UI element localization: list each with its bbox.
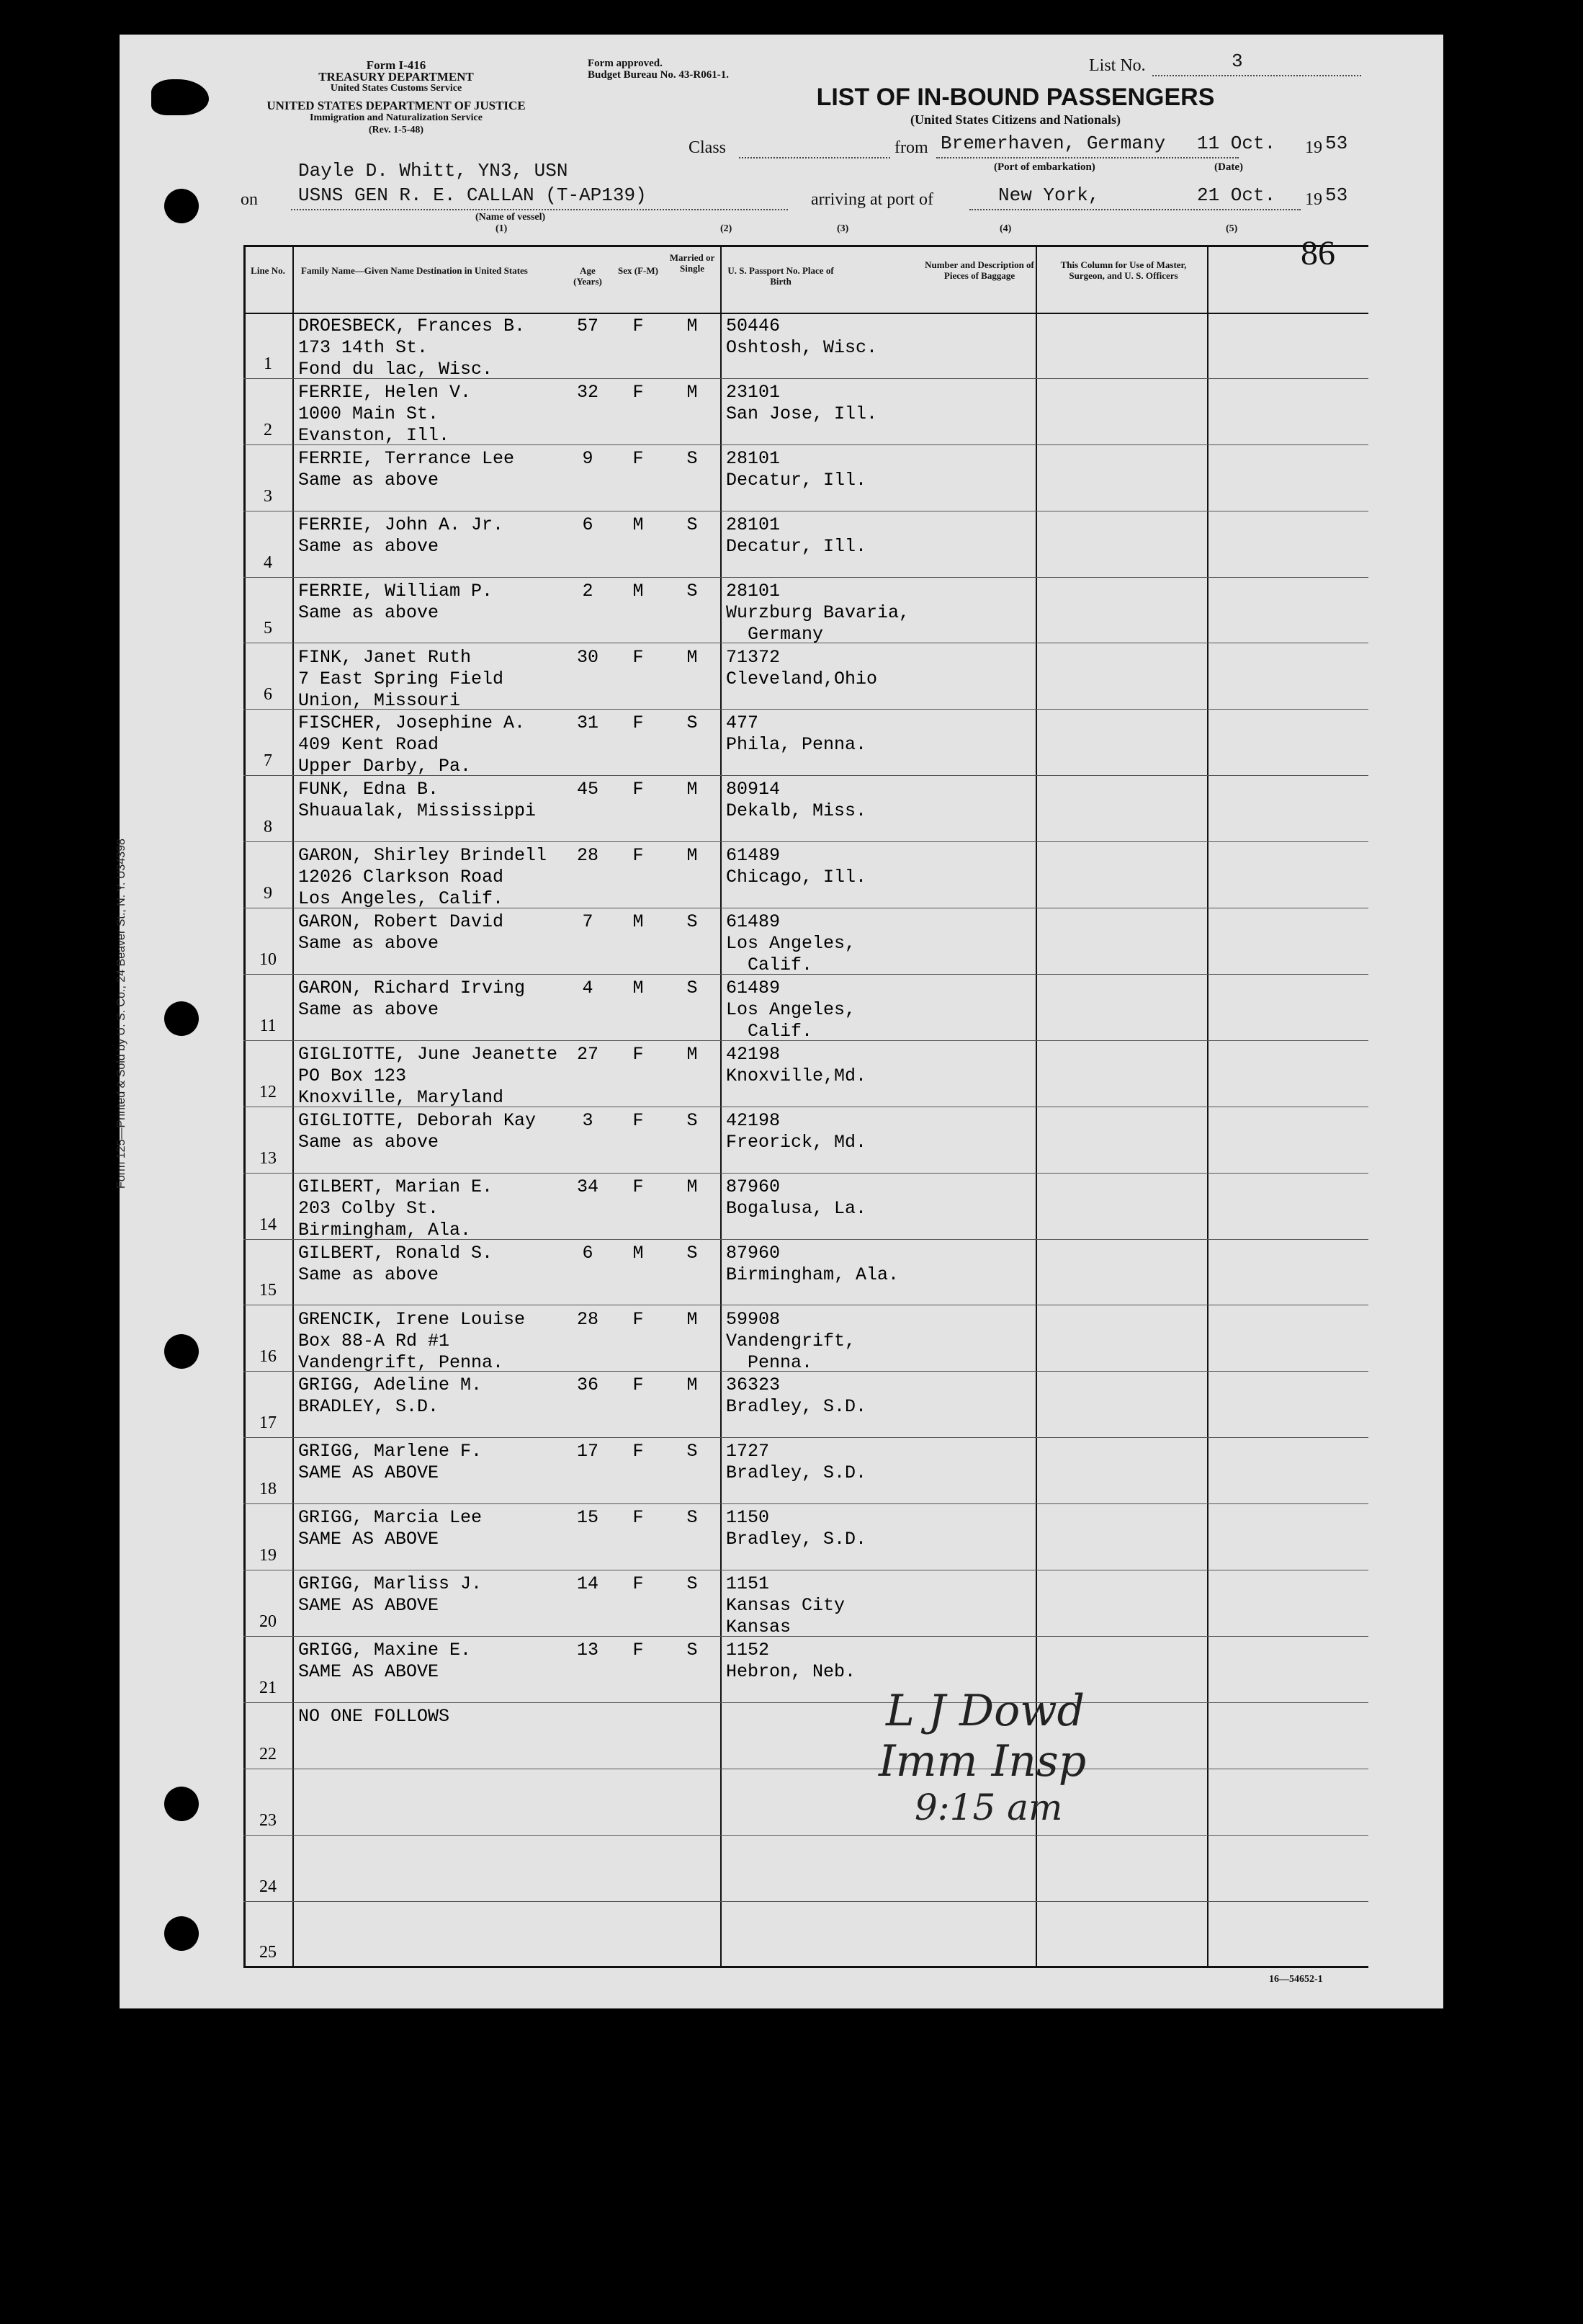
marital-status: M	[686, 1176, 698, 1197]
table-row	[243, 644, 1368, 710]
arrival-port: New York,	[998, 184, 1100, 206]
col-sex-header: Sex (F-M)	[618, 265, 658, 276]
line-number: 15	[259, 1281, 277, 1300]
passport-birthplace: 477 Phila, Penna.	[726, 712, 867, 756]
table-row	[243, 1240, 1368, 1306]
passenger-sex: F	[632, 646, 644, 668]
marital-status: M	[686, 1043, 698, 1065]
marital-status: S	[686, 1640, 698, 1661]
passport-birthplace: 80914 Dekalb, Miss.	[726, 779, 867, 822]
line-number: 23	[259, 1810, 277, 1830]
passenger-age: 30	[576, 646, 598, 668]
col-baggage-header: Number and Description of Pieces of Baggage	[925, 259, 1034, 281]
table-row	[243, 578, 1368, 644]
passport-birthplace: 61489 Chicago, Ill.	[726, 845, 867, 888]
port-caption: (Port of embarkation)	[994, 161, 1095, 173]
vessel-line	[291, 209, 788, 210]
passenger-age: 9	[582, 447, 593, 469]
table-row	[243, 445, 1368, 511]
passenger-age: 3	[582, 1109, 593, 1131]
line-number: 17	[259, 1413, 277, 1433]
table-row	[243, 511, 1368, 578]
line-number: 20	[259, 1612, 277, 1631]
passenger-sex: F	[632, 845, 644, 867]
signature-title: Imm Insp	[879, 1736, 1087, 1787]
page-number: 86	[1301, 234, 1335, 272]
table-row	[243, 1438, 1368, 1504]
immigration-service: Immigration and Naturalization Service	[310, 112, 483, 123]
marital-status: S	[686, 712, 698, 734]
line-number: 19	[259, 1546, 277, 1565]
line-number: 9	[264, 884, 272, 903]
passport-birthplace: 1152 Hebron, Neb.	[726, 1640, 856, 1682]
page-title: LIST OF IN-BOUND PASSENGERS	[816, 84, 1215, 111]
arrival-line	[969, 209, 1301, 210]
caption-5: (5)	[1226, 223, 1238, 234]
passport-birthplace: 23101 San Jose, Ill.	[726, 381, 878, 424]
passenger-age: 14	[576, 1573, 598, 1595]
col-officers-header: This Column for Use of Master, Surgeon, and U. S. Officers	[1060, 259, 1187, 281]
passenger-name: FERRIE, Terrance Lee Same as above	[298, 447, 515, 491]
passenger-name: GRIGG, Maxine E. SAME AS ABOVE	[298, 1640, 472, 1682]
passenger-age: 28	[576, 845, 598, 867]
arrival-date: 21 Oct.	[1197, 184, 1276, 206]
passenger-sex: F	[632, 1176, 644, 1197]
table-row	[243, 975, 1368, 1041]
punch-hole	[164, 1001, 199, 1036]
passenger-sex: M	[632, 911, 644, 933]
line-number: 12	[259, 1082, 277, 1101]
arrival-year-prefix: 19	[1305, 190, 1322, 209]
marital-status: M	[686, 381, 698, 403]
table-row	[243, 313, 1368, 379]
col-age-header: Age (Years)	[573, 265, 602, 287]
class-label: Class	[689, 138, 727, 157]
passenger-sex: M	[632, 580, 644, 602]
punch-hole	[164, 1916, 199, 1951]
passenger-name: GRIGG, Marliss J. SAME AS ABOVE	[298, 1573, 483, 1617]
passenger-age: 32	[576, 381, 598, 403]
signature-name: L J Dowd	[886, 1686, 1085, 1736]
passenger-age: 6	[582, 1242, 593, 1264]
list-label: List No.	[1089, 56, 1146, 75]
customs-service: United States Customs Service	[330, 83, 462, 94]
passenger-sex: M	[632, 514, 644, 535]
marital-status: M	[686, 845, 698, 867]
passport-birthplace: 36323 Bradley, S.D.	[726, 1375, 867, 1418]
table-row	[243, 776, 1368, 842]
marital-status: S	[686, 1573, 698, 1595]
passport-birthplace: 1727 Bradley, S.D.	[726, 1441, 867, 1484]
vessel-name: USNS GEN R. E. CALLAN (T-AP139)	[298, 184, 647, 206]
marital-status: S	[686, 514, 698, 535]
embarkation-port: Bremerhaven, Germany	[941, 133, 1166, 154]
punch-hole	[164, 189, 199, 223]
torn-corner	[151, 79, 209, 115]
table-row	[243, 710, 1368, 776]
passenger-sex: F	[632, 1573, 644, 1595]
line-number: 6	[264, 685, 272, 705]
line-number: 14	[259, 1215, 277, 1234]
passport-birthplace: 42198 Freorick, Md.	[726, 1109, 867, 1153]
passenger-name: GRIGG, Adeline M. BRADLEY, S.D.	[298, 1375, 483, 1418]
marital-status: S	[686, 1441, 698, 1462]
marital-status: S	[686, 1242, 698, 1264]
line-number: 2	[264, 420, 272, 439]
passport-birthplace: 1150 Bradley, S.D.	[726, 1507, 867, 1550]
passenger-name: FINK, Janet Ruth 7 East Spring Field Union, Missouri	[298, 646, 504, 711]
page-subtitle: (United States Citizens and Nationals)	[910, 112, 1121, 127]
table-row	[243, 1637, 1368, 1703]
line-number: 25	[259, 1943, 277, 1962]
passenger-age: 28	[576, 1308, 598, 1330]
passenger-sex: M	[632, 978, 644, 998]
passport-birthplace: 50446 Oshtosh, Wisc.	[726, 316, 878, 358]
passenger-sex: F	[632, 447, 644, 469]
passport-birthplace: 87960 Bogalusa, La.	[726, 1176, 867, 1219]
passenger-sex: F	[632, 1507, 644, 1529]
passport-birthplace: 61489 Los Angeles, Calif.	[726, 978, 856, 1042]
signature-time: 9:15 am	[915, 1787, 1063, 1828]
arrival-year: 53	[1325, 184, 1348, 206]
passenger-name: FERRIE, John A. Jr. Same as above	[298, 514, 504, 557]
table-row	[243, 1306, 1368, 1372]
form-approved: Form approved.	[588, 58, 663, 69]
col-married-header: Married or Single	[669, 252, 715, 274]
passenger-age: 15	[576, 1507, 598, 1529]
line-number: 16	[259, 1347, 277, 1367]
passport-birthplace: 61489 Los Angeles, Calif.	[726, 911, 856, 976]
line-number: 7	[264, 751, 272, 771]
caption-3: (3)	[837, 223, 849, 234]
passenger-sex: F	[632, 1043, 644, 1065]
passport-birthplace: 28101 Decatur, Ill.	[726, 447, 867, 491]
line-number: 11	[259, 1016, 277, 1035]
table-row	[243, 1107, 1368, 1174]
year-prefix: 19	[1305, 138, 1322, 157]
passenger-name: GRENCIK, Irene Louise Box 88-A Rd #1 Vandengrift, Penna.	[298, 1308, 526, 1373]
passenger-age: 7	[582, 911, 593, 933]
passenger-name: GILBERT, Marian E. 203 Colby St. Birmingham, Ala.	[298, 1176, 493, 1241]
marital-status: M	[686, 316, 698, 336]
line-number: 3	[264, 486, 272, 506]
passenger-table	[243, 245, 1368, 1968]
passenger-name: GIGLIOTTE, June Jeanette PO Box 123 Knoxville, Maryland	[298, 1043, 558, 1108]
table-row	[243, 1174, 1368, 1240]
passenger-sex: F	[632, 1308, 644, 1330]
passenger-age: 31	[576, 712, 598, 734]
passenger-sex: F	[632, 381, 644, 403]
marital-status: S	[686, 1109, 698, 1131]
line-number: 18	[259, 1480, 277, 1499]
passenger-age: 4	[582, 978, 593, 998]
footer-code: 16—54652-1	[1269, 1974, 1323, 1985]
passenger-name: GARON, Richard Irving Same as above	[298, 978, 526, 1020]
passenger-name: FERRIE, Helen V. 1000 Main St. Evanston, Ill.	[298, 381, 472, 446]
passenger-age: 2	[582, 580, 593, 602]
passenger-age: 34	[576, 1176, 598, 1197]
caption-4: (4)	[1000, 223, 1012, 234]
passenger-age: 27	[576, 1043, 598, 1065]
marital-status: S	[686, 911, 698, 933]
table-row	[243, 379, 1368, 445]
line-number: 4	[264, 553, 272, 572]
line-number: 24	[259, 1877, 277, 1896]
justice-dept: UNITED STATES DEPARTMENT OF JUSTICE	[266, 99, 526, 112]
arriving-label: arriving at port of	[811, 190, 933, 209]
passenger-sex: F	[632, 316, 644, 336]
on-label: on	[241, 190, 258, 209]
form-number: Form I-416	[366, 58, 426, 72]
line-number: 21	[259, 1678, 277, 1697]
table-row	[243, 1769, 1368, 1836]
printer-imprint: Form 125—Printed & Sold by U. S. Co., 24 Beaver St., N. Y. U34398	[115, 839, 127, 1189]
passenger-name: GRIGG, Marlene F. SAME AS ABOVE	[298, 1441, 483, 1484]
passport-birthplace: 87960 Birmingham, Ala.	[726, 1242, 900, 1285]
from-label: from	[894, 138, 928, 157]
line-number: 10	[259, 949, 277, 969]
table-row	[243, 1902, 1368, 1968]
table-row	[243, 1041, 1368, 1107]
passenger-name: NO ONE FOLLOWS	[298, 1705, 450, 1727]
marital-status: M	[686, 779, 698, 800]
passport-birthplace: 1151 Kansas City Kansas	[726, 1573, 846, 1638]
passenger-sex: F	[632, 1640, 644, 1661]
marital-status: S	[686, 1507, 698, 1529]
list-number: 3	[1232, 50, 1243, 72]
col-line-header: Line No.	[251, 265, 285, 276]
punch-hole	[164, 1787, 199, 1821]
marital-status: S	[686, 447, 698, 469]
passport-birthplace: 71372 Cleveland,Ohio	[726, 646, 878, 689]
passenger-name: FISCHER, Josephine A. 409 Kent Road Upper Darby, Pa.	[298, 712, 526, 777]
line-number: 5	[264, 619, 272, 638]
passenger-name: DROESBECK, Frances B. 173 14th St. Fond du lac, Wisc.	[298, 316, 526, 380]
punch-hole	[164, 1334, 199, 1369]
passport-birthplace: 28101 Wurzburg Bavaria, Germany	[726, 580, 910, 645]
passenger-sex: M	[632, 1242, 644, 1264]
passenger-name: GILBERT, Ronald S. Same as above	[298, 1242, 493, 1285]
marital-status: S	[686, 580, 698, 602]
caption-1: (1)	[495, 223, 508, 234]
marital-status: M	[686, 1308, 698, 1330]
passenger-name: GIGLIOTTE, Deborah Kay Same as above	[298, 1109, 537, 1153]
passenger-sex: F	[632, 1109, 644, 1131]
table-row	[243, 842, 1368, 908]
officer-name: Dayle D. Whitt, YN3, USN	[298, 160, 568, 182]
passport-birthplace: 59908 Vandengrift, Penna.	[726, 1308, 856, 1373]
table-row	[243, 1372, 1368, 1438]
passenger-age: 17	[576, 1441, 598, 1462]
vessel-caption: (Name of vessel)	[475, 212, 546, 223]
line-number: 1	[264, 354, 272, 373]
budget-bureau: Budget Bureau No. 43-R061-1.	[588, 69, 729, 81]
list-no-line	[1152, 75, 1361, 76]
passenger-age: 6	[582, 514, 593, 535]
treasury-dept: TREASURY DEPARTMENT	[318, 70, 474, 84]
class-line	[739, 157, 890, 158]
passenger-age: 57	[576, 316, 598, 336]
passport-birthplace: 42198 Knoxville,Md.	[726, 1043, 867, 1086]
marital-status: M	[686, 646, 698, 668]
line-number: 8	[264, 818, 272, 837]
passenger-name: FUNK, Edna B. Shuaualak, Mississippi	[298, 779, 537, 822]
col-name-header: Family Name—Given Name Destination in United States	[301, 265, 528, 276]
marital-status: S	[686, 978, 698, 998]
passenger-age: 45	[576, 779, 598, 800]
table-row	[243, 1703, 1368, 1769]
passenger-sex: F	[632, 1441, 644, 1462]
passenger-name: GARON, Robert David Same as above	[298, 911, 504, 955]
passenger-sex: F	[632, 779, 644, 800]
line-number: 13	[259, 1148, 277, 1168]
table-row	[243, 908, 1368, 975]
embarkation-year: 53	[1325, 133, 1348, 154]
revision-date: (Rev. 1-5-48)	[368, 125, 424, 135]
marital-status: M	[686, 1375, 698, 1396]
table-row	[243, 1570, 1368, 1637]
passport-birthplace: 28101 Decatur, Ill.	[726, 514, 867, 557]
passenger-name: GRIGG, Marcia Lee SAME AS ABOVE	[298, 1507, 483, 1550]
passenger-age: 36	[576, 1375, 598, 1396]
caption-2: (2)	[720, 223, 732, 234]
passenger-sex: F	[632, 712, 644, 734]
line-number: 22	[259, 1744, 277, 1764]
table-row	[243, 1836, 1368, 1902]
passenger-age: 13	[576, 1640, 598, 1661]
passenger-sex: F	[632, 1375, 644, 1396]
col-passport-header: U. S. Passport No. Place of Birth	[727, 265, 834, 287]
passenger-name: GARON, Shirley Brindell 12026 Clarkson Road Los Angeles, Calif.	[298, 845, 547, 910]
table-row	[243, 1504, 1368, 1570]
date-caption: (Date)	[1214, 161, 1243, 173]
embarkation-date: 11 Oct.	[1197, 133, 1276, 154]
passenger-name: FERRIE, William P. Same as above	[298, 580, 493, 623]
from-line	[936, 157, 1239, 158]
